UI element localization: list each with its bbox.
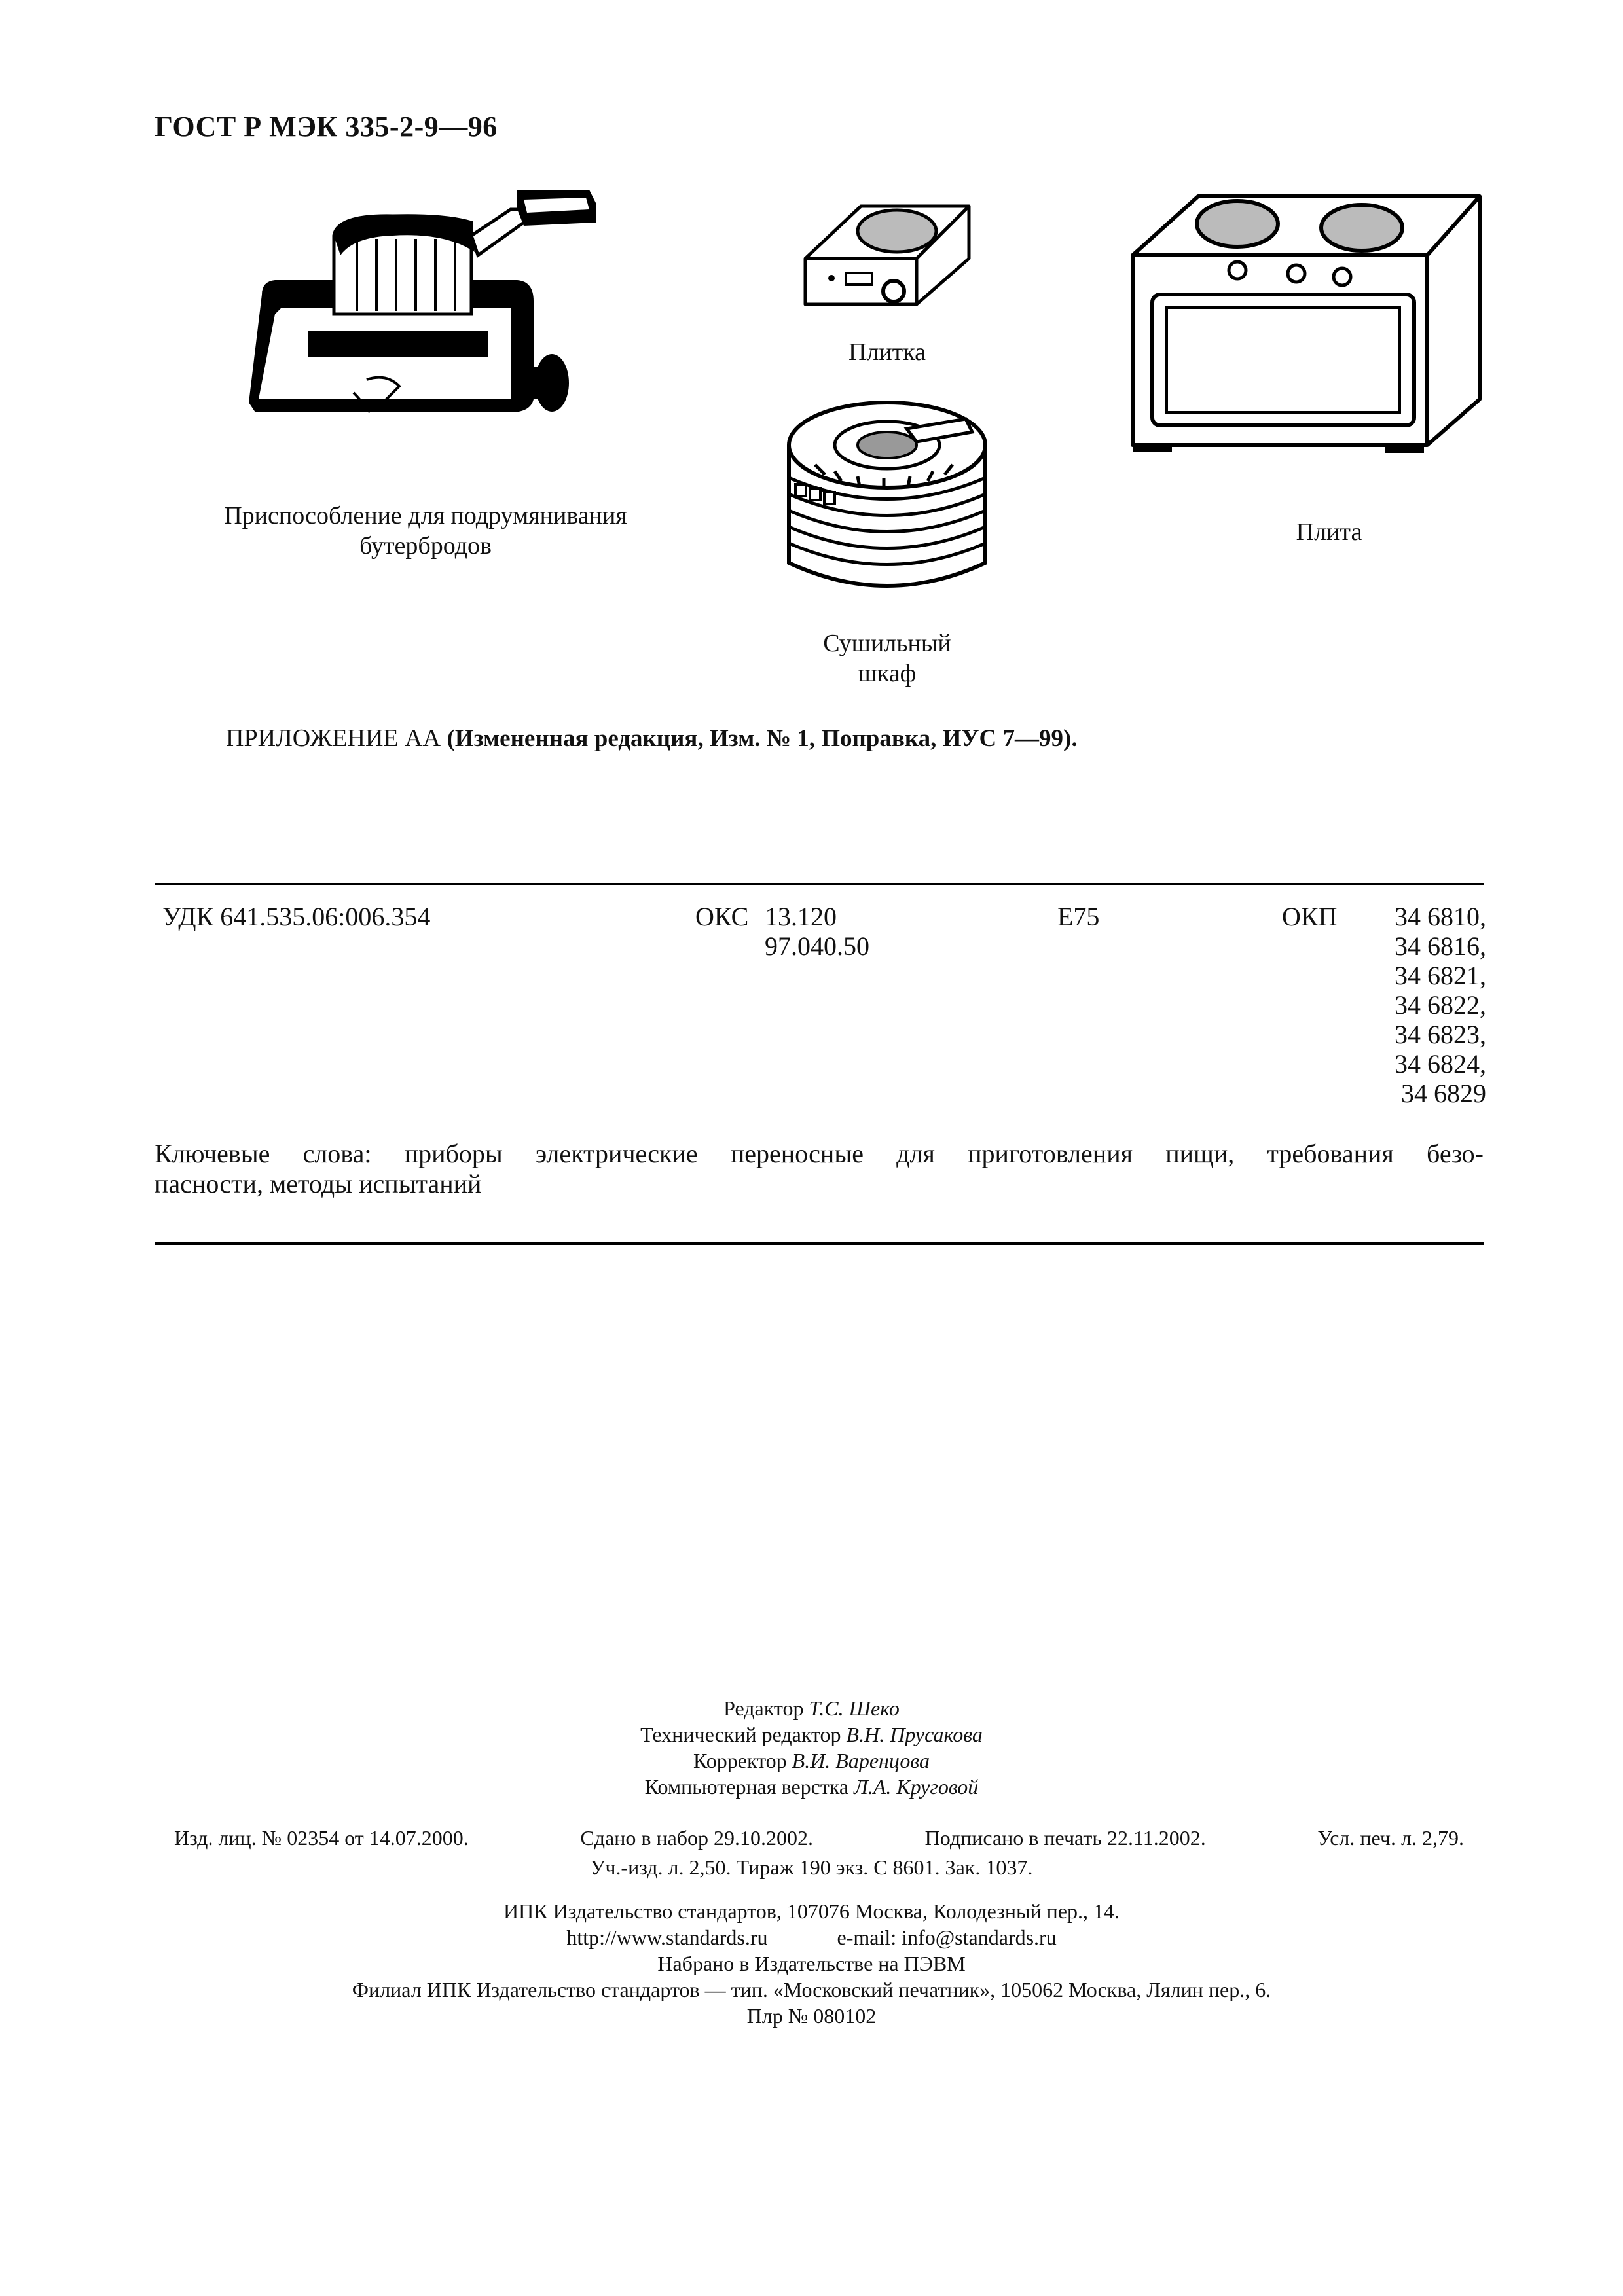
- printer-license: Плр № 080102: [746, 2004, 877, 2028]
- dryer-caption-line1: Сушильный: [823, 630, 951, 657]
- okp-code: 34 6829: [1401, 1079, 1486, 1108]
- dryer-caption-line2: шкаф: [858, 660, 917, 687]
- toaster-caption-line2: бутербродов: [359, 532, 492, 560]
- okp-label: ОКП: [1282, 902, 1338, 931]
- oks-code: 97.040.50: [765, 931, 869, 961]
- appendix-revision: (Измененная редакция, Изм. № 1, Поправка, ИУС 7—99).: [447, 725, 1078, 752]
- keywords: [155, 1139, 1484, 1199]
- appendix-label: ПРИЛОЖЕНИЕ АА: [226, 725, 441, 752]
- license-info: Изд. лиц. № 02354 от 14.07.2000.: [174, 1826, 469, 1850]
- classification-top-rule: [155, 883, 1484, 885]
- toaster-illustration: [236, 183, 602, 478]
- hotplate-caption: Плитка: [848, 338, 926, 366]
- okp-code: 34 6810,: [1395, 902, 1486, 931]
- oks-codes: [765, 902, 869, 961]
- publisher-email[interactable]: e-mail: info@standards.ru: [837, 1926, 1057, 1949]
- okp-code: 34 6824,: [1395, 1049, 1486, 1079]
- layout-line: Компьютерная верстка Л.А. Круговой: [644, 1775, 979, 1799]
- classification-bottom-rule: [155, 1242, 1484, 1245]
- okp-code: 34 6822,: [1395, 990, 1486, 1020]
- publication-info: [155, 1826, 1484, 1850]
- keywords-line1: Ключевые слова: приборы электрические переносные для приготовления пищи, требования безо-: [155, 1139, 1484, 1168]
- publisher-contacts: [0, 1924, 1623, 1950]
- tech-editor-line: Технический редактор В.Н. Прусакова: [640, 1723, 983, 1746]
- okp-codes: [1355, 902, 1486, 1108]
- proofreader-line: Корректор В.И. Варенцова: [693, 1749, 930, 1772]
- print-sheets: Усл. печ. л. 2,79.: [1317, 1826, 1464, 1850]
- credits: [0, 1695, 1623, 1800]
- signed-date: Подписано в печать 22.11.2002.: [924, 1826, 1206, 1850]
- publisher-url[interactable]: http://www.standards.ru: [566, 1926, 768, 1949]
- oks-label: ОКС: [695, 902, 749, 931]
- okp-code: 34 6821,: [1395, 961, 1486, 990]
- e-code: Е75: [1057, 902, 1100, 931]
- okp-code: 34 6816,: [1395, 931, 1486, 961]
- footer: [0, 1898, 1623, 2029]
- stove-caption: Плита: [1296, 518, 1362, 546]
- editor-line: Редактор Т.С. Шеко: [723, 1696, 900, 1720]
- okp-code: 34 6823,: [1395, 1020, 1486, 1049]
- publication-info-line2: Уч.-изд. л. 2,50. Тираж 190 экз. С 8601. Зак. 1037.: [590, 1856, 1033, 1879]
- appendix-note: [226, 724, 1078, 753]
- keywords-line2: пасности, методы испытаний: [155, 1169, 482, 1198]
- publisher-address: ИПК Издательство стандартов, 107076 Москва, Колодезный пер., 14.: [503, 1899, 1120, 1923]
- typeset-date: Сдано в набор 29.10.2002.: [580, 1826, 814, 1850]
- stove-illustration: [1126, 183, 1493, 465]
- dryer-illustration: [776, 399, 998, 615]
- document-header: ГОСТ Р МЭК 335-2-9—96: [155, 111, 498, 143]
- udk-code: УДК 641.535.06:006.354: [162, 902, 431, 931]
- oks-code: 13.120: [765, 902, 837, 931]
- hotplate-illustration: [799, 187, 982, 317]
- typeset-note: Набрано в Издательстве на ПЭВМ: [657, 1952, 966, 1975]
- toaster-caption-line1: Приспособление для подрумянивания: [224, 502, 627, 529]
- printer-address: Филиал ИПК Издательство стандартов — тип. «Московский печатник», 105062 Москва, Лялин пер., 6.: [352, 1978, 1271, 2001]
